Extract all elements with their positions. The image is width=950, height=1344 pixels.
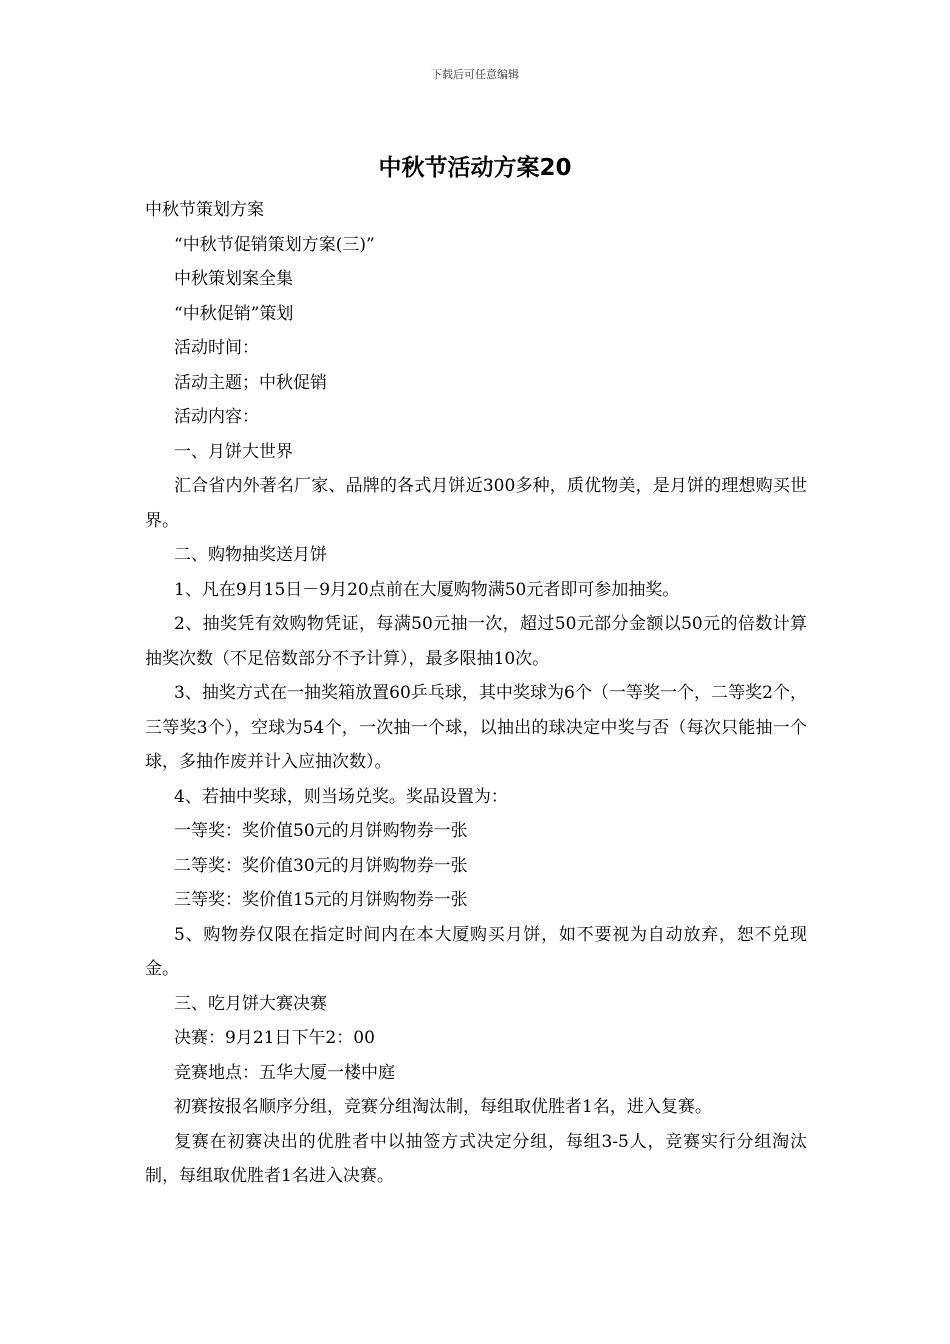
paragraph: “中秋促销”策划 (174, 303, 294, 324)
document-body (145, 193, 807, 1194)
prize-item: 三等奖：奖价值15元的月饼购物券一张 (174, 890, 468, 910)
paragraph: 5、购物券仅限在指定时间内在本大厦购买月饼，如不要视为自动放弃，恕不兑现金。 (145, 924, 807, 979)
document-title: 中秋节活动方案20 (378, 155, 572, 181)
prize-item: 二等奖：奖价值30元的月饼购物券一张 (174, 855, 468, 876)
paragraph: 中秋节策划方案 (145, 200, 264, 220)
paragraph: 复赛在初赛决出的优胜者中以抽签方式决定分组，每组3-5人，竞赛实行分组淘汰制，每组取优胜者1名进入决赛。 (145, 1131, 807, 1186)
section-heading: 三、吃月饼大赛决赛 (174, 993, 327, 1014)
paragraph: 初赛按报名顺序分组，竞赛分组淘汰制，每组取优胜者1名，进入复赛。 (174, 1097, 712, 1117)
paragraph: 活动主题；中秋促销 (174, 372, 327, 393)
paragraph: 竞赛地点：五华大厦一楼中庭 (174, 1062, 395, 1083)
prize-item: 一等奖：奖价值50元的月饼购物券一张 (174, 821, 468, 841)
paragraph: 活动内容： (174, 407, 259, 427)
section-heading: 一、月饼大世界 (174, 441, 293, 462)
paragraph: 2、抽奖凭有效购物凭证，每满50元抽一次，超过50元部分金额以50元的倍数计算抽奖次数（不足倍数部分不予计算），最多限抽10次。 (145, 614, 807, 669)
paragraph: 1、凡在9月15日－9月20点前在大厦购物满50元者即可参加抽奖。 (174, 579, 680, 600)
header-note: 下载后可任意编辑 (431, 68, 519, 81)
paragraph: “中秋节促销策划方案(三)” (174, 234, 375, 255)
paragraph: 3、抽奖方式在一抽奖箱放置60乒乓球，其中奖球为6个（一等奖一个，二等奖2个，三等奖3个），空球为54个，一次抽一个球，以抽出的球决定中奖与否（每次只能抽一个球，多抽作废并计入应抽次数）。 (145, 683, 807, 772)
section-heading: 二、购物抽奖送月饼 (174, 545, 327, 565)
paragraph: 汇合省内外著名厂家、品牌的各式月饼近300多种，质优物美，是月饼的理想购买世界。 (145, 476, 807, 531)
paragraph: 活动时间： (174, 338, 259, 358)
paragraph: 决赛：9月21日下午2：00 (174, 1028, 375, 1048)
paragraph: 4、若抽中奖球，则当场兑奖。奖品设置为： (174, 786, 508, 807)
paragraph: 中秋策划案全集 (174, 269, 293, 289)
